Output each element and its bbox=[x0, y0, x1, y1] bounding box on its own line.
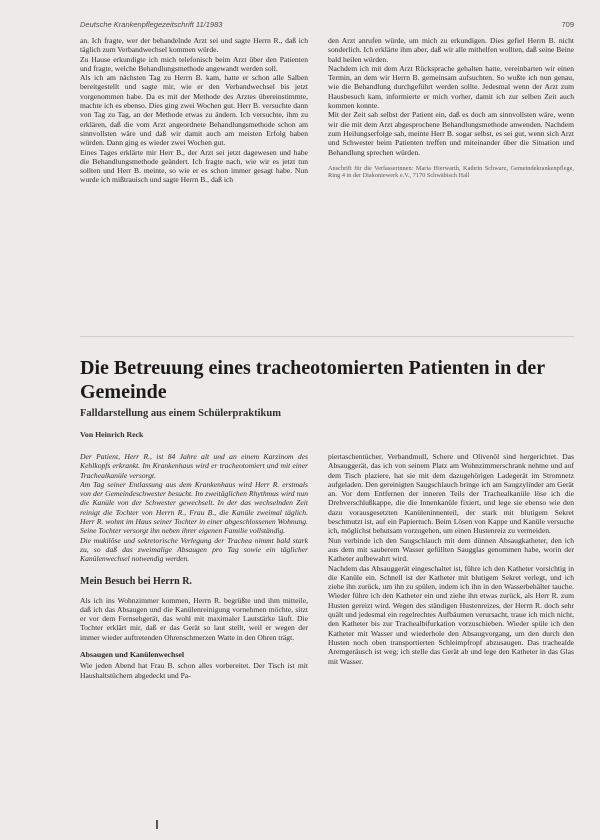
article-left-column bbox=[80, 452, 308, 834]
journal-name: Deutsche Krankenpflegezeitschrift 11/1983 bbox=[80, 20, 223, 29]
paragraph: Nachdem das Absauggerät eingeschaltet ist, führe ich den Katheter vorsichtig in die Kanüle ein. Schnell ist der Katheter mit blutigem Sekret verlegt, und ich ziehe ihn zurück, um ihn zu spülen, indem ich ihn in den Wasserbehälter tauche. Wieder führe ich den Katheter ein und ziehe ihn etwas zurück, als Herr R. zum Husten gereizt wird. Wegen des ständigen Hustenreizes, der Herrn R. doch sehr quält und jedesmal ein regelrechtes Aufbäumen verursacht, traue ich mich nicht, den Katheter bis zur Trachealbifurkation vorzuschieben. Wieder spüle ich den Katheter mit Wasser und wiederhole den Absaugvorgang, um den durch den Husten noch oben transportierten Schleimpfropf abzusaugen. Das trachealde Aremgeräusch ist weg; ich stelle das Gerät ab und lege den Katheter in das Glas mit Wasser. bbox=[328, 563, 574, 666]
article-right-column bbox=[328, 452, 574, 834]
print-mark bbox=[156, 820, 158, 829]
paragraph: Mit der Zeit sah selbst der Patient ein, daß es doch am sinnvollsten wäre, wenn wir die mit dem Arzt abgesprochene Behandlungsmethode anwenden. Nachdem zum Heilungserfolge sah, meinte Herr B. sogar selbst, es sei gut, wenn sich Arzt und Schwester beim Patienten treffen und miteinander über die Situation und Behandlung sprechen würden. bbox=[328, 110, 574, 157]
running-header bbox=[80, 20, 574, 32]
previous-article-left-column bbox=[80, 36, 308, 336]
article-title: Die Betreuung eines tracheotomierten Patienten in der Gemeinde bbox=[80, 357, 545, 403]
paragraph: Wie jeden Abend hat Frau B. schon alles vorbereitet. Der Tisch ist mit Haushaltstüchern abgedeckt und Pa- bbox=[80, 661, 308, 680]
paragraph: Als ich ins Wohnzimmer kommen, Herrn R. begrüßte und ihm mitteile, daß ich das Absaugen und die Kanülenreinigung vornehmen möchte, sitzt er vor dem Fernsehgerät, das wohl mit maximaler Lautstärke läuft. Die Tochter erklärt mir, daß er das Gerät so laut stellt, weil er wegen der immer wieder auftretenden Ohrenschmerzen Watte in den Ohren trägt. bbox=[80, 595, 308, 642]
intro-paragraph: Der Patient, Herr R., ist 84 Jahre alt und an einem Karzinom des Kehlkopfs erkrankt. Im Krankenhaus wird er tracheotomiert und mit einer Trachealkanüle versorgt. bbox=[80, 452, 308, 480]
article-author: Von Heinrich Reck bbox=[80, 430, 144, 439]
paragraph: Zu Hause erkundigte ich mich telefonisch beim Arzt über den Patienten und fragte, welche Behandlungsmethode angewandt werden soll. bbox=[80, 54, 308, 73]
paragraph: Nachdem ich mit dem Arzt Rücksprache gehalten hatte, vereinbarten wir einen Termin, an dem wir Herrn B. gemeinsam aufsuchten. So wußte ich nun genau, wie die Behandlung durchgeführt werden sollte. Jedesmal wenn der Arzt zum Hausbesuch kam, informierte er mich vorher, damit ich zur selben Zeit auch kommen konnte. bbox=[328, 63, 574, 111]
paragraph: an. Ich fragte, wer der behandelnde Arzt sei und sagte Herrn R., daß ich täglich zum Verbandwechsel kommen würde. bbox=[80, 36, 308, 55]
section-heading: Mein Besuch bei Herrn R. bbox=[80, 575, 192, 587]
paragraph: den Arzt anrufen würde, um mich zu erkundigen. Dies gefiel Herrn B. nicht sonderlich. Ich erklärte ihm aber, daß wir alle mithelfen wollten, daß seine Beine bald heilen würden. bbox=[328, 36, 574, 64]
author-address-footnote: Anschrift für die Verfasserinnen: Maria Hierwarth, Kathrin Schwarz, Gemeindekrankenpflege, Ring 4 in der Diakoniewerk e.V., 7170 Schwäbisch Hall bbox=[328, 164, 574, 180]
article-subtitle: Falldarstellung aus einem Schülerpraktikum bbox=[80, 408, 281, 419]
section-divider bbox=[80, 336, 574, 337]
page-number: 709 bbox=[561, 20, 574, 29]
intro-paragraph: Am Tag seiner Entlassung aus dem Krankenhaus wird Herr R. erstmals von der Gemeindeschwester besucht. Im zweitäglichen Rhythmus wird nun die Kanüle von der Schwester gewechselt. In der das wechselnden Zeit reinigt die Tochter von Herrn R., Frau B., die Kanüle zweimal täglich. Herr R. wohnt im Haus seiner Tochter in einer abgeschlossenen Wohnung. Seine Tochter versorgt ihn neben ihrer eigenen Familie vollständig. bbox=[80, 479, 308, 536]
previous-article-right-column bbox=[328, 36, 574, 336]
paragraph: Als ich am nächsten Tag zu Herrn B. kam, hatte er schon alle Salben bereitgestellt und sagte mir, wie er den Verbandwechsel bis jetzt vorgenommen habe. Da es mit der Methode des Arztes übereinstimmte, machte ich es ebenso. Dies ging zwei Wochen gut. Herr B. versuchte dann von Tag zu Tag, an der Methode etwas zu ändern. Ich versuchte, ihm zu erklären, daß die vom Arzt angeordnete Behandlungsmethode schon am sinnvollsten wäre und daß wir damit auch am meisten Erfolg haben würden. Dann ging es wieder zwei Wochen gut. bbox=[80, 73, 308, 148]
intro-paragraph: Die mukilöse und sekretorische Verlegung der Trachea nimmt bald stark zu, so daß das zweimalige Absaugen pro Tag sowie ein täglicher Kanülenwechsel notwendig werden. bbox=[80, 535, 308, 564]
paragraph: Nun verbinde ich den Saugschlauch mit dem dünnen Absaugkatheter, den ich aus dem mit sauberem Wasser gefüllten Saugglas genommen habe, worin der Katheter aufbewahrt wird. bbox=[328, 535, 574, 564]
paragraph: piertaschentücher, Verbandmull, Schere und Olivenöl sind hergerichtet. Das Absauggerät, das ich von seinem Platz am Wohnzimmerschrank nehme und auf dem Tisch plaziere, hat sie mit dem dazugehörigen Ladegerät im Stromnetz aufgeladen. Den gereinigten Saugschlauch bringe ich am Saugzylinder am Gerät an. Vor dem Entfernen der inneren Teils der Trachealkanüle löse ich die Drehverschlußkappe, die die Innenkanüle fixiert, und lege sie ebenso wie den dazu vorausgesetzten Kanüleninnenteil, der stark mit blutigem Sekret beschmutzt ist, auf ein Papiertuch. Beim Lösen von Kappe und Kanüle versuche ich, möglichst behutsam vorzugehen, um einen Hustenreiz zu vermeiden. bbox=[328, 452, 574, 536]
subsection-heading: Absaugen und Kanülenwechsel bbox=[80, 650, 184, 660]
paragraph: Eines Tages erklärte mir Herr B., der Arzt sei jetzt dagewesen und habe die Behandlungsmethode geändert. Ich fragte nach, wie wir es jetzt tun sollten und Herr B. meinte, so wie er es schon immer gesagt habe. Nun wurde ich mißtrauisch und sagte Herrn B., daß ich bbox=[80, 147, 308, 185]
